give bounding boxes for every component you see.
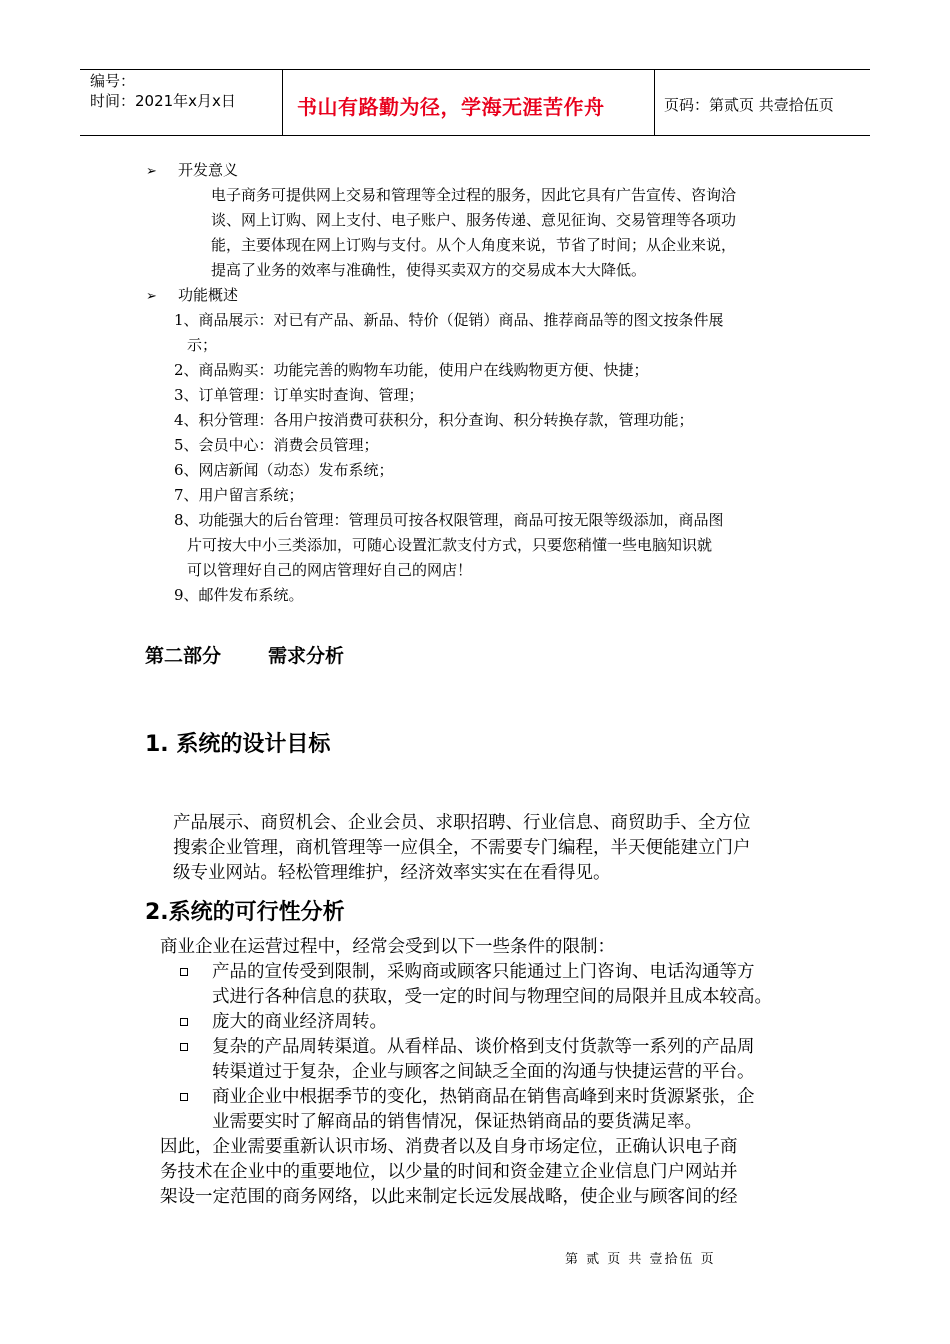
part-label: 第二部分 [145,645,222,667]
header-divider-right [654,69,655,135]
paragraph-line: 能，主要体现在网上订购与支付。从个人角度来说，节省了时间；从企业来说， [211,236,737,254]
feature-line: 1、商品展示：对已有产品、新品、特价（促销）商品、推荐商品等的图文按条件展 [174,311,724,329]
feature-line: 9、邮件发布系统。 [174,586,304,604]
header-number-label: 编号： [90,72,136,90]
paragraph-line: 提高了业务的效率与准确性，使得买卖双方的交易成本大大降低。 [211,261,647,279]
feature-line: 4、积分管理：各用户按消费可获积分，积分查询、积分转换存款，管理功能； [174,411,694,429]
section-title-features: 功能概述 [178,286,239,304]
arrow-bullet-icon: ➢ [146,164,157,179]
bullet-line: 产品的宣传受到限制，采购商或顾客只能通过上门咨询、电话沟通等方 [212,962,755,982]
bullet-line: 复杂的产品周转渠道。从看样品、谈价格到支付货款等一系列的产品周 [212,1037,755,1057]
square-bullet-icon [180,1093,188,1101]
bullet-line: 商业企业中根据季节的变化，热销商品在销售高峰到来时货源紧张，企 [212,1087,755,1107]
feature-line: 片可按大中小三类添加，可随心设置汇款支付方式，只要您稍懂一些电脑知识就 [187,536,713,554]
feature-line: 8、功能强大的后台管理：管理员可按各权限管理，商品可按无限等级添加，商品图 [174,511,724,529]
header-motto: 书山有路勤为径，学海无涯苦作舟 [297,95,605,119]
square-bullet-icon [180,968,188,976]
section-heading-goal: 1. 系统的设计目标 [145,732,331,757]
feature-line: 6、网店新闻（动态）发布系统； [174,461,394,479]
feature-line: 5、会员中心：消费会员管理； [174,436,379,454]
feature-line: 可以管理好自己的网店管理好自己的网店！ [187,561,473,579]
section-title-significance: 开发意义 [178,161,239,179]
header-divider-left [282,69,283,135]
paragraph-line: 务技术在企业中的重要地位，以少量的时间和资金建立企业信息门户网站并 [160,1162,738,1182]
header-page-label: 页码：第贰页 共壹拾伍页 [664,96,834,114]
bullet-line: 业需要实时了解商品的销售情况，保证热销商品的要货满足率。 [212,1112,702,1132]
part-title: 需求分析 [268,645,345,667]
square-bullet-icon [180,1043,188,1051]
paragraph-line: 因此，企业需要重新认识市场、消费者以及自身市场定位，正确认识电子商 [160,1137,738,1157]
header-bottom-rule [80,135,870,136]
page-footer: 第 贰 页 共 壹拾伍 页 [565,1252,716,1267]
feature-line: 2、商品购买：功能完善的购物车功能，使用户在线购物更方便、快捷； [174,361,649,379]
feature-line: 3、订单管理：订单实时查询、管理； [174,386,424,404]
bullet-line: 转渠道过于复杂，企业与顾客之间缺乏全面的沟通与快捷运营的平台。 [212,1062,755,1082]
feature-line: 示； [187,336,218,354]
square-bullet-icon [180,1018,188,1026]
bullet-line: 庞大的商业经济周转。 [212,1012,387,1032]
paragraph-line: 级专业网站。轻松管理维护，经济效率实实在在看得见。 [173,863,611,883]
header-top-rule [80,69,870,70]
bullet-line: 式进行各种信息的获取，受一定的时间与物理空间的局限并且成本较高。 [212,987,772,1007]
paragraph-line: 产品展示、商贸机会、企业会员、求职招聘、行业信息、商贸助手、全方位 [173,813,751,833]
feature-line: 7、用户留言系统； [174,486,304,504]
paragraph-line: 电子商务可提供网上交易和管理等全过程的服务，因此它具有广告宣传、咨询洽 [211,186,737,204]
paragraph-line: 架设一定范围的商务网络，以此来制定长远发展战略，使企业与顾客间的经 [160,1187,738,1207]
paragraph-line: 谈、网上订购、网上支付、电子账户、服务传递、意见征询、交易管理等各项功 [211,211,737,229]
paragraph-line: 商业企业在运营过程中，经常会受到以下一些条件的限制： [160,937,615,957]
header-time-label: 时间：2021年x月x日 [90,92,236,110]
arrow-bullet-icon: ➢ [146,289,157,304]
section-heading-feasibility: 2.系统的可行性分析 [145,900,345,925]
paragraph-line: 搜索企业管理，商机管理等一应俱全，不需要专门编程，半天便能建立门户 [173,838,751,858]
